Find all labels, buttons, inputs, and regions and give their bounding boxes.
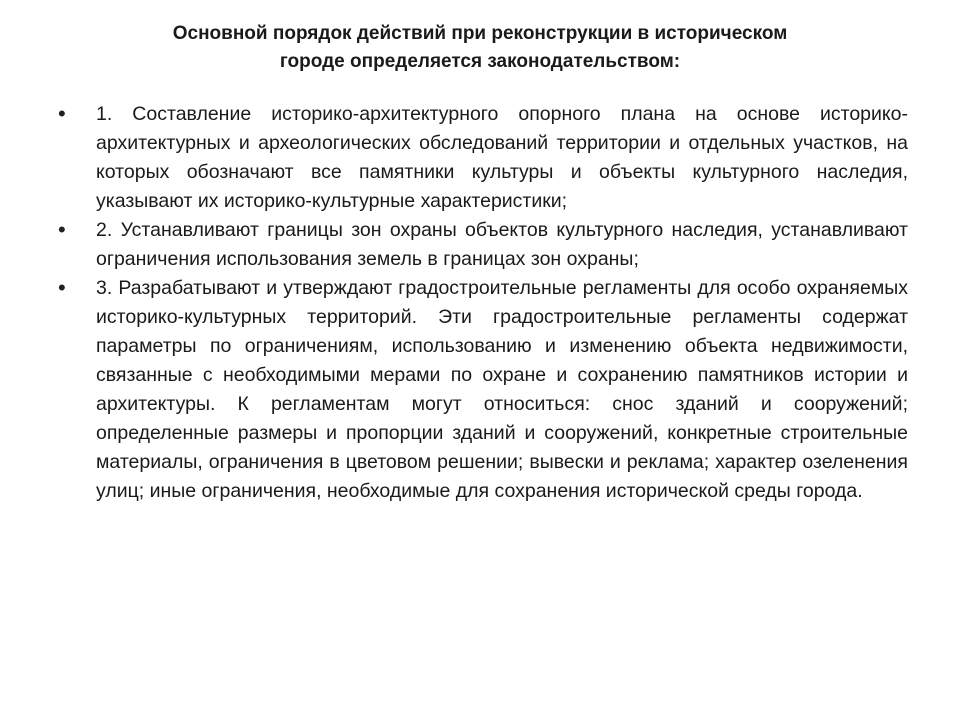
bullet-list [58,100,908,506]
bullet-text-1: 1. Составление историко-архитектурного опорного плана на основе историко-архитектурных и археологических обследований территории и отдельных участков, на которых обозначают все памятники культуры и объекты культурного наследия, указывают их историко-культурные характеристики; [96,103,908,212]
bullet-text-3: 3. Разрабатывают и утверждают градостроительные регламенты для особо охраняемых историко-культурных территорий. Эти градостроительные регламенты содержат параметры по ограничениям, использованию и изменению объекта недвижимости, связанные с необходимыми мерами по охране и сохранению памятников истории и архитектуры. К регламентам могут относиться: снос зданий и сооружений; определенные размеры и пропорции зданий и сооружений, конкретные строительные материалы, ограничения в цветовом решении; вывески и реклама; характер озеленения улиц; иные ограничения, необходимые для сохранения исторической среды города. [96,277,908,502]
bullet-dot-icon: • [58,101,66,126]
slide-title-line-1: Основной порядок действий при реконструкции в историческом [172,23,788,44]
bullet-dot-icon: • [58,275,66,300]
bullet-text-2: 2. Устанавливают границы зон охраны объектов культурного наследия, устанавливают ограничения использования земель в границах зон охраны; [96,219,908,270]
slide-title [60,20,900,76]
slide-title-line-2: городе определяется законодательством: [279,51,681,72]
bullet-item-1 [58,100,908,216]
bullet-item-3 [58,274,908,506]
bullet-dot-icon: • [58,217,66,242]
bullet-item-2 [58,216,908,274]
